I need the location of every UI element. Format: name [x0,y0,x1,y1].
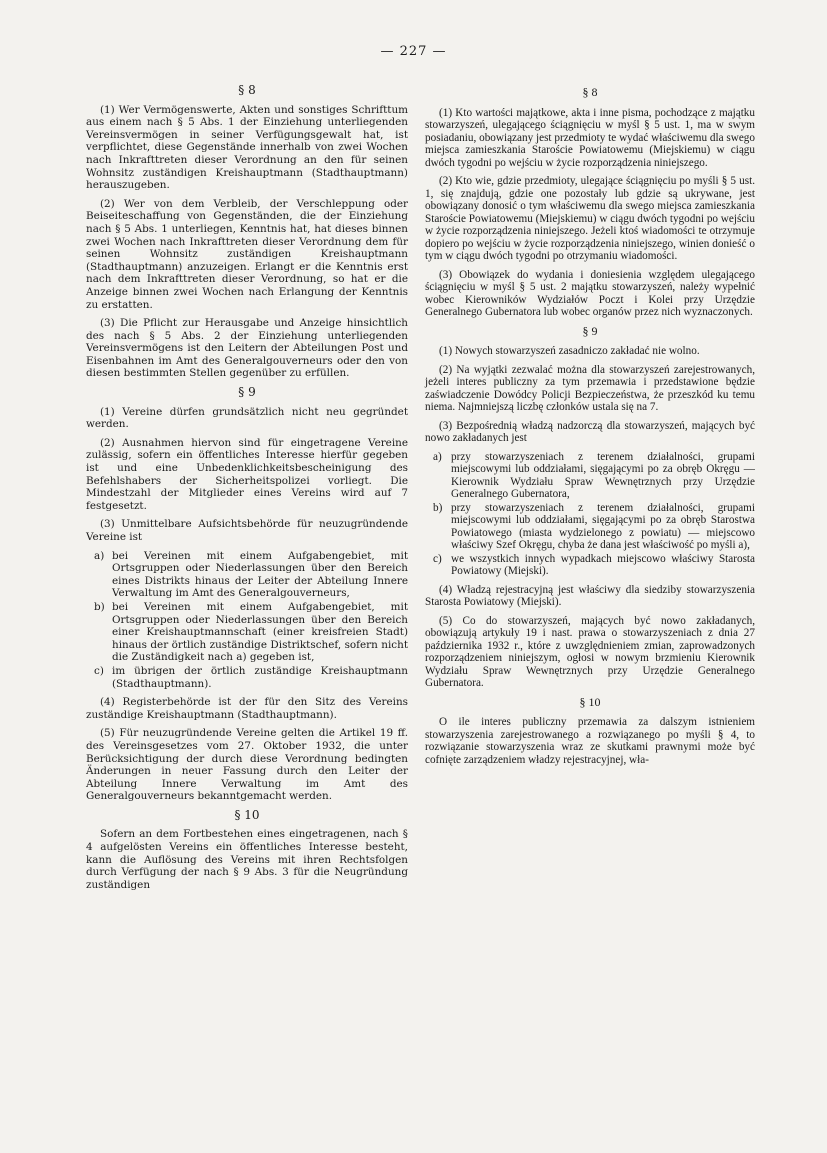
paragraph: (1) Kto wartości majątkowe, akta i inne pisma, pochodzące z majątku stowarzyszeń, ulegającego ściągnięciu w myśl § 5 ust. 1, ma w swym posiadaniu, obowiązany jest przedmioty te wydać właściwemu dla swego miejsca zamieszkania Staroście Powiatowemu (Miejskiemu) w ciągu dwóch tygodni po wejściu w życie rozporządzenia niniejszego. [425,106,755,169]
list-item [86,601,408,664]
section-heading-9-pl: § 9 [582,323,598,338]
section-heading-8-pl: § 8 [582,85,598,99]
paragraph: Sofern an dem Fortbestehen eines eingetragenen, nach § 4 aufgelösten Vereins ein öffentliches Interesse besteht, kann die Auflösung des Vereins mit ihren Rechtsfolgen durch Verfügung der nach § 9 Abs. 3 für die Neugründung zuständigen [86,828,408,891]
paragraph: (5) Für neuzugründende Vereine gelten die Artikel 19 ff. des Vereinsgesetzes vom 27. Oktober 1932, die unter Berücksichtigung der durch diese Verordnung bedingten Änderungen in neuer Fassung durch den Leiter der Abteilung Innere Verwaltung im Amt des Generalgouverneurs bekanntgemacht werden. [86,727,408,803]
item-marker: c) [94,664,104,677]
item-marker: b) [433,501,443,514]
paragraph: O ile interes publiczny przemawia za dalszym istnieniem stowarzyszenia zarejestrowanego a rozwiązanego po myśli § 4, to rozwiązanie stowarzyszenia wraz ze skutkami prawnymi może być cofnięte zarządzeniem władzy rejestracyjnej, wła- [425,716,755,766]
paragraph: (3) Unmittelbare Aufsichtsbehörde für neuzugründende Vereine ist [86,518,408,543]
paragraph: (3) Obowiązek do wydania i doniesienia względem ulegającego ściągnięciu w myśl § 5 ust. 2 majątku stowarzyszeń, należy wypełnić wobec Kierowników Wydziałów Poczt i Kolei przy Urzędzie Generalnego Gubernatora lub wobec organów przez nich wyznaczonych. [425,268,755,318]
item-list [425,451,755,578]
list-item [425,502,755,552]
list-item [425,451,755,501]
german-column [86,80,408,897]
paragraph: (1) Wer Vermögenswerte, Akten und sonstiges Schrifttum aus einem nach § 5 Abs. 1 der Einziehung unterliegenden Vereinsvermögen in seiner Verfügungsgewalt hat, ist verpflichtet, diese Gegenstände innerhalb von zwei Wochen nach Inkrafttreten dieser Verordnung an den für seinen Wohnsitz zuständigen Kreishauptmann (Stadthauptmann) herauszugeben. [86,103,408,192]
item-text: im übrigen der örtlich zuständige Kreishauptmann (Stadthauptmann). [112,664,408,690]
item-marker: a) [94,549,105,562]
paragraph: (2) Na wyjątki zezwalać można dla stowarzyszeń zarejestrowanych, jeżeli interes publiczny za tym przemawia i przedstawione będzie zaświadczenie Dowódcy Policji Bezpieczeństwa, że przeszkód ku temu niema. Najmniejszą liczbę członków ustala się na 7. [425,363,755,413]
item-text: przy stowarzyszeniach z terenem działalności, grupami miejscowymi lub oddziałami, sięgającymi po za obręb Okręgu — Kierownik Wydziału Spraw Wewnętrznych przy Urzędzie Generalnego Gubernatora, [451,450,755,500]
item-marker: a) [433,450,442,463]
polish-column [425,80,755,772]
section-heading-8-de: § 8 [238,83,256,97]
paragraph: (5) Co do stowarzyszeń, mających być nowo zakładanych, obowiązują artykuły 19 i nast. prawa o stowarzyszeniach z dnia 27 października 1932 r., które z uwzględnieniem zmian, zaprowadzonych rozporządzeniem niniejszym, ogłosi w nowym brzmieniu Kierownik Wydziału Spraw Wewnętrznych przy Urzędzie Generalnego Gubernatora. [425,614,755,689]
item-marker: b) [94,600,105,613]
section-heading-10-de: § 10 [234,807,260,822]
paragraph: (4) Registerbehörde ist der für den Sitz des Vereins zuständige Kreishauptmann (Stadthauptmann). [86,696,408,721]
paragraph: (1) Vereine dürfen grundsätzlich nicht neu gegründet werden. [86,405,408,431]
list-item [86,665,408,690]
paragraph: (3) Die Pflicht zur Herausgabe und Anzeige hinsichtlich des nach § 5 Abs. 2 der Einziehung unterliegenden Vereinsvermögens ist den Leitern der Abteilungen Post und Eisenbahnen im Amt des Generalgouverneurs oder den von diesen bestimmten Stellen gegenüber zu erfüllen. [86,317,408,380]
item-text: bei Vereinen mit einem Aufgabengebiet, mit Ortsgruppen oder Niederlassungen über den Bereich eines Distrikts hinaus der Leiter der Abteilung Innere Verwaltung im Amt des Generalgouverneurs, [112,549,408,600]
item-text: bei Vereinen mit einem Aufgabengebiet, mit Ortsgruppen oder Niederlassungen über den Bereich einer Kreishauptmannschaft (einer kreisfreien Stadt) hinaus der örtlich zuständige Distriktschef, sofern nicht die Zuständigkeit nach a) gegeben ist, [112,600,408,664]
paragraph: (2) Ausnahmen hiervon sind für eingetragene Vereine zulässig, sofern ein öffentliches Interesse hierfür gegeben ist und eine Unbedenklichkeitsbescheinigung des Befehlshabers der Sicherheitspolizei vorliegt. Die Mindestzahl der Mitglieder eines Vereins wird auf 7 festgesetzt. [86,436,408,512]
list-item [425,553,755,578]
paragraph: (2) Wer von dem Verbleib, der Verschleppung oder Beiseiteschaffung von Gegenständen, die der Einziehung nach § 5 Abs. 1 unterliegen, Kenntnis hat, hat dieses binnen zwei Wochen nach Inkrafttreten dieser Verordnung dem für seinen Wohnsitz zuständigen Kreishauptmann (Stadthauptmann) anzuzeigen. Erlangt er die Kenntnis erst nach dem Inkrafttreten dieser Verordnung, so hat er die Anzeige binnen zwei Wochen nach Erlangung der Kenntnis zu erstatten. [86,197,408,311]
section-heading-10-pl: § 10 [579,694,601,709]
item-marker: c) [433,552,442,565]
paragraph: (2) Kto wie, gdzie przedmioty, ulegające ściągnięciu po myśli § 5 ust. 1, się znajdują, gdzie one pozostały lub gdzie są ukrywane, jest obowiązany donosić o tym właściwemu dla swego miejsca zamieszkania Staroście Powiatowemu (Miejskiemu) w ciągu dwóch tygodni po wejściu w życie rozporządzenia niniejszego. Jeżeli ktoś wiadomości te otrzymuje dopiero po wejściu w życie rozporządzenia niniejszego, winien donieść o tym w ciągu dwóch tygodni po otrzymaniu wiadomości. [425,175,755,262]
item-list [86,550,408,691]
page-number: — 227 — [380,44,447,59]
paragraph: (4) Władzą rejestracyjną jest właściwy dla siedziby stowarzyszenia Starosta Powiatowy (Miejski). [425,583,755,608]
section-heading-9-de: § 9 [238,385,256,400]
paragraph: (3) Bezpośrednią władzą nadzorczą dla stowarzyszeń, mających być nowo zakładanych jest [425,419,755,444]
item-text: we wszystkich innych wypadkach miejscowo właściwy Starosta Powiatowy (Miejski). [451,552,755,577]
paragraph: (1) Nowych stowarzyszeń zasadniczo zakładać nie wolno. [439,345,700,357]
list-item [86,550,408,600]
item-text: przy stowarzyszeniach z terenem działalności, grupami miejscowymi lub oddziałami, sięgającymi po za obręb Starostwa Powiatowego (miasta wydzielonego z powiatu) — miejscowo właściwy Szef Okręgu, chyba że dana jest właściwość po myśli a), [451,501,755,551]
